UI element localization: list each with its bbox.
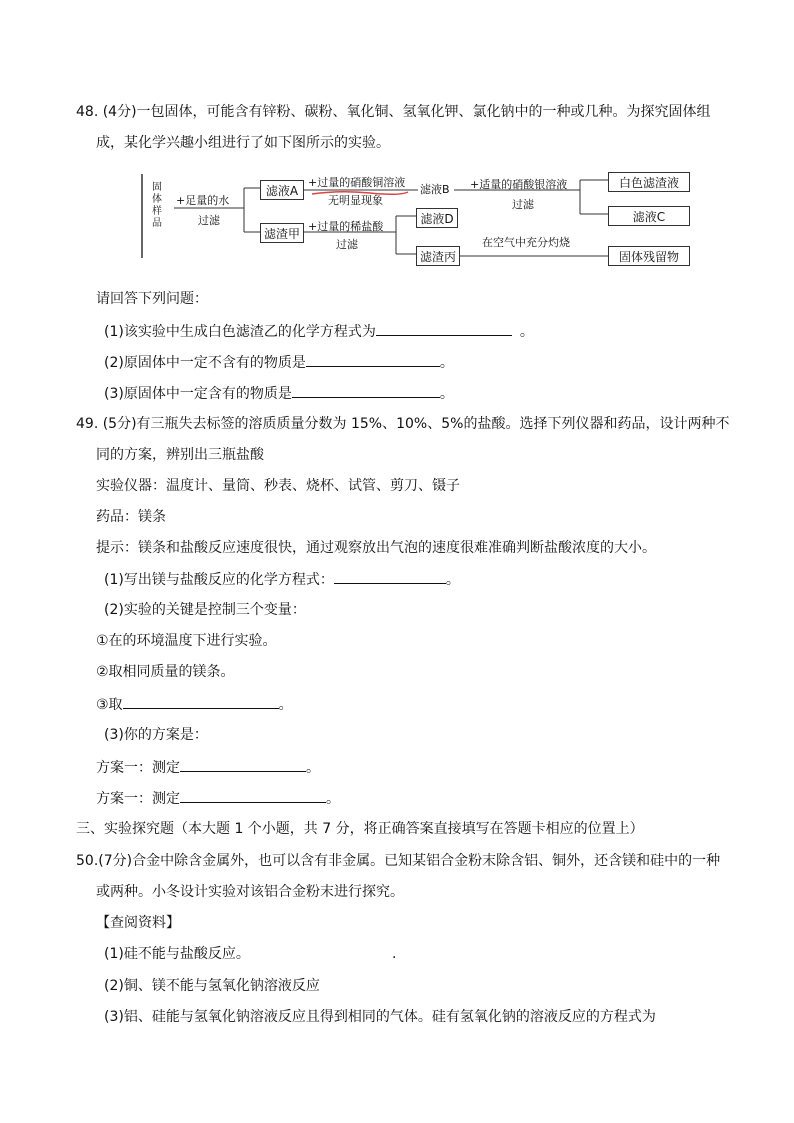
filtrate-c-box: 滤液C — [608, 206, 690, 226]
add-copper-nitrate-label: +过量的硝酸铜溶液 — [308, 176, 406, 189]
q49-sub1-text: (1)写出镁与盐酸反应的化学方程式： — [104, 572, 334, 588]
q49-stem-line2: 同的方案，辨别出三瓶盐酸 — [96, 447, 264, 463]
q49-plan1-end: 。 — [306, 760, 320, 776]
no-change-label: 无明显现象 — [328, 194, 383, 207]
q49-stem-line1: 49. (5分)有三瓶失去标签的溶质质量分数为 15%、10%、5%的盐酸。选择下列仪器和药品，设计两种不 — [76, 416, 730, 432]
q48-sub2-text: (2)原固体中一定不含有的物质是 — [104, 355, 306, 371]
q50-stem-line2: 或两种。小冬设计实验对该铝合金粉末进行探究。 — [96, 884, 404, 900]
q49-plan2-text: 方案一：测定 — [96, 791, 180, 807]
q49-plan1-text: 方案一：测定 — [96, 760, 180, 776]
q49-sub1-end: 。 — [445, 572, 460, 588]
filter2-label: 过滤 — [512, 198, 534, 211]
q48-sub3-end: 。 — [439, 386, 454, 402]
solid-residue-box: 固体残留物 — [608, 246, 690, 266]
answer-blank[interactable] — [376, 321, 512, 336]
q48-stem-line2: 成，某化学兴趣小组进行了如下图所示的实验。 — [96, 135, 390, 151]
q49-variable1: ①在的环境温度下进行实验。 — [96, 633, 277, 649]
q49-reagent: 药品：镁条 — [96, 509, 166, 525]
residue-bing-box: 滤渣丙 — [416, 246, 460, 266]
answer-blank[interactable] — [334, 569, 446, 584]
q48-sub1-end: 。 — [519, 324, 534, 340]
answer-blank[interactable] — [306, 352, 440, 367]
q48-sub1-text: (1)该实验中生成白色滤渣乙的化学方程式为 — [104, 324, 376, 340]
q50-ref1-dot: . — [392, 946, 397, 962]
filtrate-a-box: 滤液A — [260, 180, 304, 200]
q48-sub2-end: 。 — [439, 355, 454, 371]
answer-blank[interactable] — [180, 757, 306, 772]
q49-sub1 — [104, 569, 460, 590]
q48-sub2 — [104, 352, 454, 373]
q49-sub2: (2)实验的关键是控制三个变量： — [104, 602, 306, 618]
filter1-label: 过滤 — [198, 214, 220, 227]
q49-plan2-end: 。 — [326, 791, 340, 807]
filtrate-d-box: 滤液D — [416, 208, 458, 228]
q48-sub3-text: (3)原固体中一定含有的物质是 — [104, 386, 292, 402]
q49-sub3: (3)你的方案是： — [104, 727, 208, 743]
q49-hint: 提示：镁条和盐酸反应速度很快，通过观察放出气泡的速度很难准确判断盐酸浓度的大小。 — [96, 540, 656, 556]
q50-ref1: (1)硅不能与盐酸反应。 — [104, 946, 250, 962]
add-silver-nitrate-label: +适量的硝酸银溶液 — [470, 178, 568, 191]
q49-plan1 — [96, 757, 320, 778]
section3-heading: 三、实验探究题（本大题 1 个小题，共 7 分，将正确答案直接填写在答题卡相应的位置上） — [76, 821, 644, 837]
q49-variable3-end: 。 — [278, 697, 293, 713]
q50-heading: 【查阅资料】 — [96, 915, 180, 931]
add-water-label: +足量的水 — [176, 194, 230, 207]
filtrate-b-label: 滤液B — [420, 183, 450, 196]
answer-blank[interactable] — [180, 788, 326, 803]
answer-blank[interactable] — [123, 694, 279, 709]
q48-stem-line1: 48. (4分)一包固体，可能含有锌粉、碳粉、氧化铜、氢氧化钾、氯化钠中的一种或几种。为探究固体组 — [76, 104, 711, 120]
q50-ref3: (3)铝、硅能与氢氧化钠溶液反应且得到相同的气体。硅有氢氧化钠的溶液反应的方程式为 — [104, 1009, 656, 1025]
burn-in-air-label: 在空气中充分灼烧 — [482, 236, 570, 249]
q49-variable3-text: ③取 — [96, 697, 123, 713]
q48-sub1 — [104, 321, 534, 342]
answer-blank[interactable] — [292, 383, 440, 398]
q49-variable3 — [96, 694, 293, 715]
q50-ref2: (2)铜、镁不能与氢氧化钠溶液反应 — [104, 978, 320, 994]
filter3-label: 过滤 — [336, 238, 358, 251]
q48-prompt: 请回答下列问题： — [96, 291, 208, 307]
q50-stem-line1: 50.(7分)合金中除含金属外，也可以含有非金属。已知某铝合金粉末除含铝、铜外，还含镁和硅中的一种 — [76, 853, 721, 869]
white-residue-box: 白色滤渣液 — [608, 172, 690, 192]
q49-instruments: 实验仪器：温度计、量筒、秒表、烧杯、试管、剪刀、镊子 — [96, 478, 460, 494]
q48-sub3 — [104, 383, 454, 404]
add-hcl-label: +过量的稀盐酸 — [308, 220, 384, 233]
q49-variable2: ②取相同质量的镁条。 — [96, 664, 235, 680]
experiment-flow-diagram — [140, 168, 700, 272]
residue-jia-box: 滤渣甲 — [260, 223, 304, 243]
q49-plan2 — [96, 788, 340, 809]
sample-label: 固体样品 — [152, 182, 162, 229]
